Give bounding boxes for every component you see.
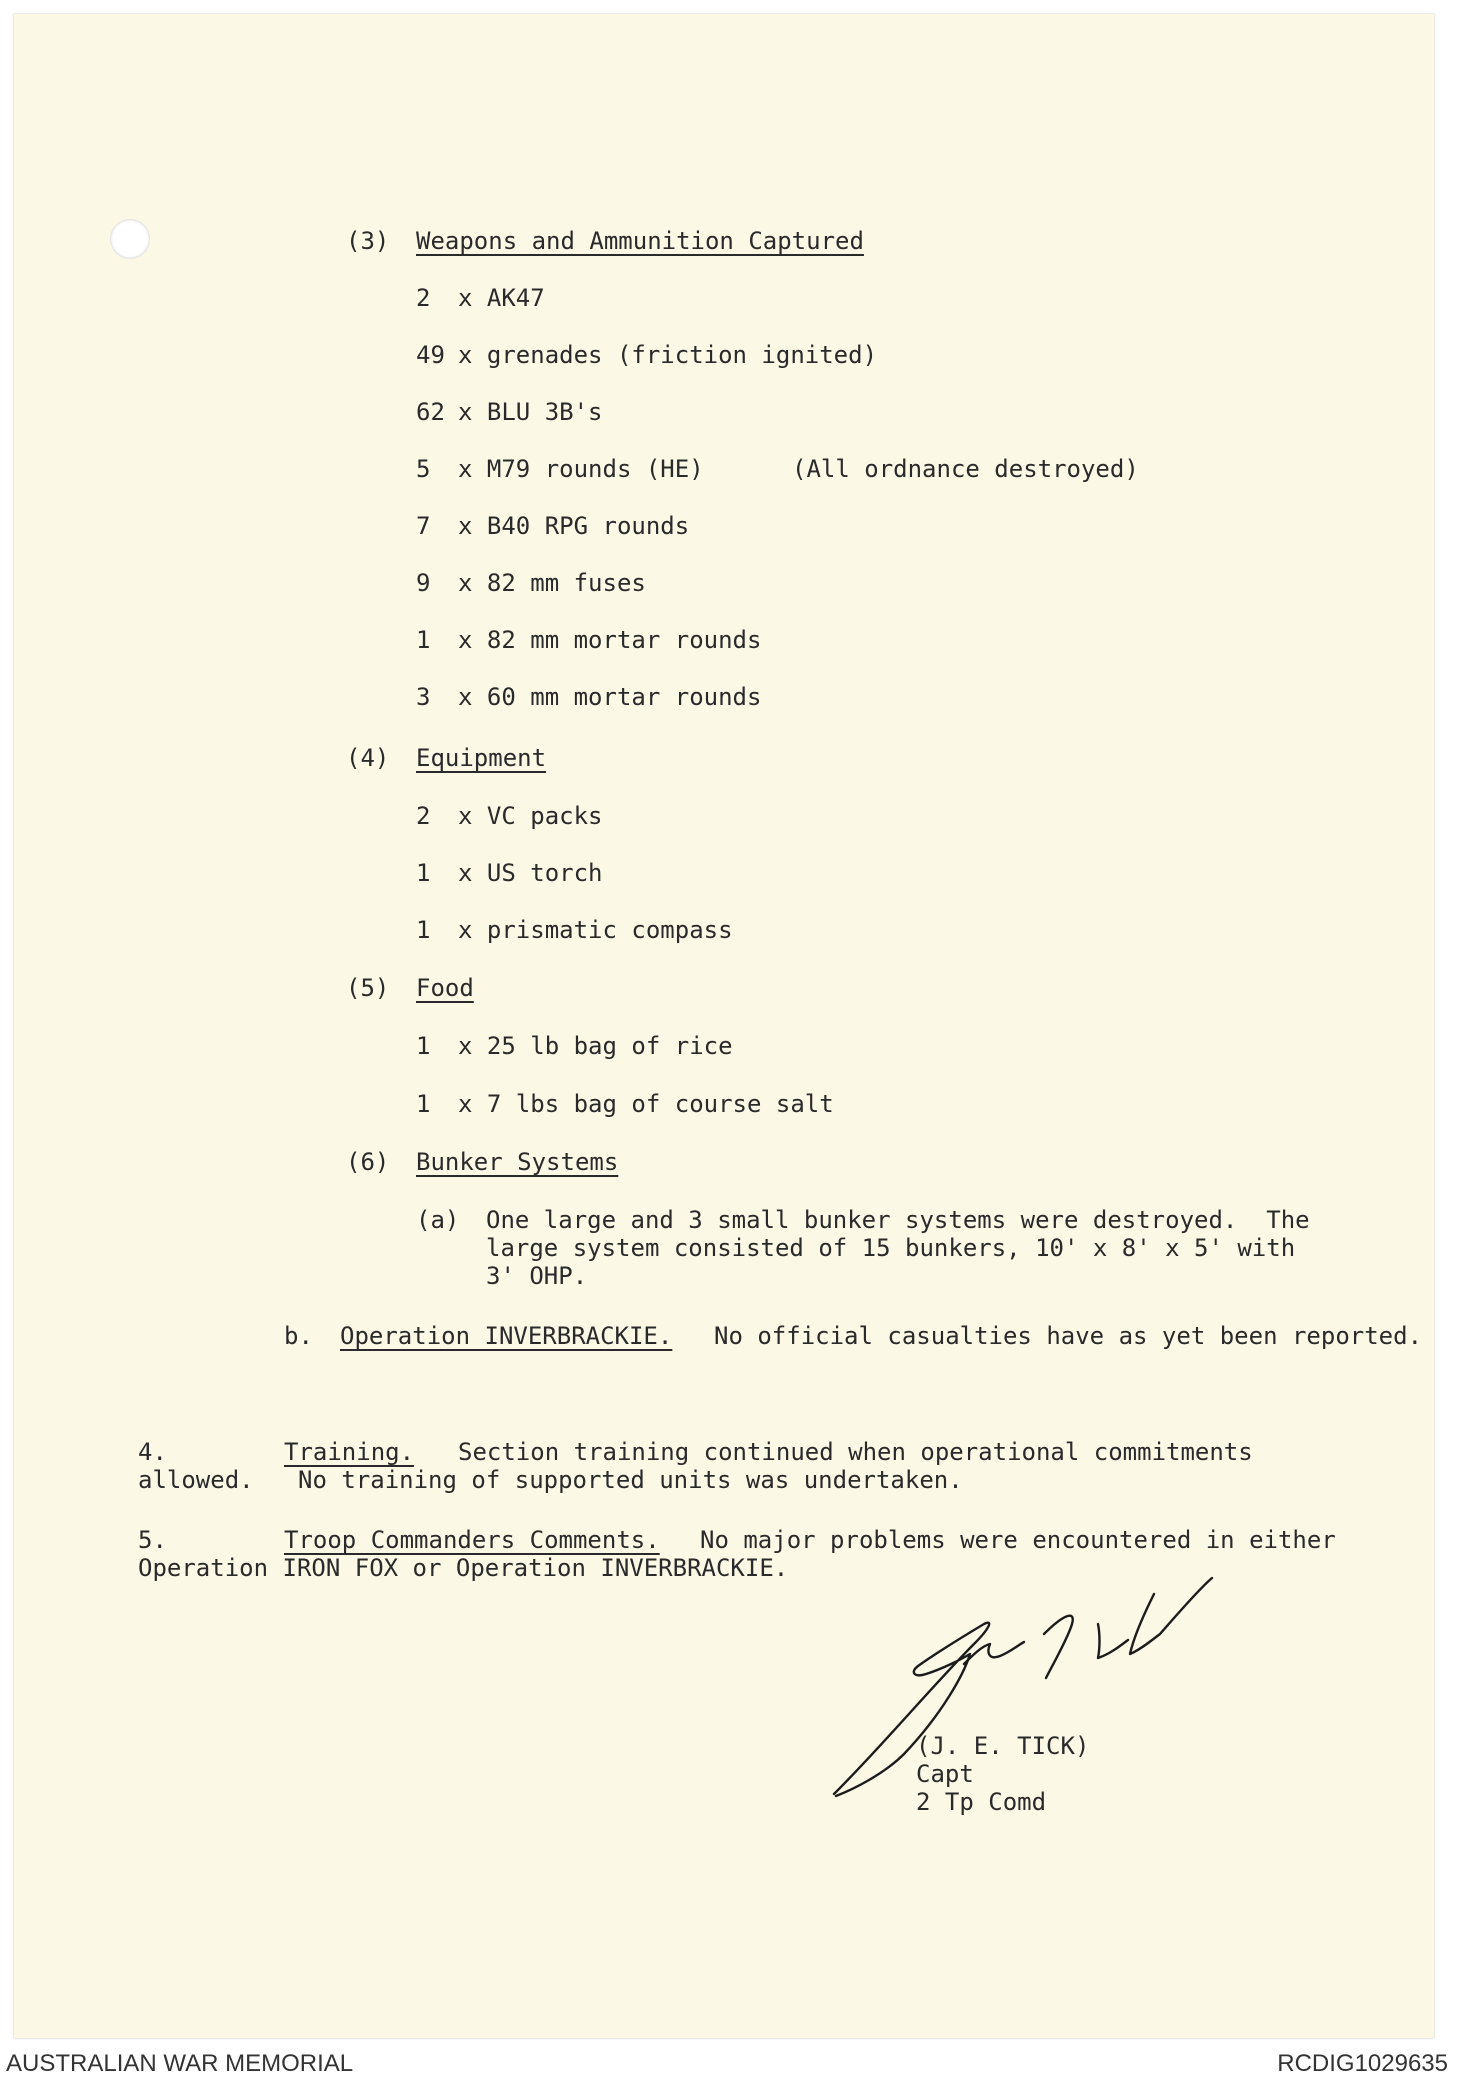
para4-number: 4.: [138, 1438, 167, 1466]
punch-hole: [110, 219, 150, 259]
document-page: [14, 14, 1434, 2038]
weapon-qty: 1: [416, 626, 431, 654]
equipment-item: x US torch: [458, 859, 603, 887]
food-qty: 1: [416, 1032, 431, 1060]
para5-text: Operation IRON FOX or Operation INVERBRACKIE.: [138, 1554, 789, 1582]
equipment-item: x prismatic compass: [458, 916, 733, 944]
section4-heading: Equipment: [416, 744, 547, 772]
equipment-qty: 1: [416, 916, 431, 944]
equipment-qty: 1: [416, 859, 431, 887]
para4-text: Section training continued when operational commitments: [458, 1438, 1253, 1466]
equipment-item: x VC packs: [458, 802, 603, 830]
para4-text: No training of supported units was undertaken.: [298, 1466, 963, 1494]
section5-number: (5): [346, 974, 390, 1002]
food-item: x 25 lb bag of rice: [458, 1032, 733, 1060]
para-b-heading: Operation INVERBRACKIE.: [340, 1322, 673, 1350]
equipment-qty: 2: [416, 802, 431, 830]
para5-number: 5.: [138, 1526, 167, 1554]
para5-text: No major problems were encountered in either: [700, 1526, 1336, 1554]
section6-heading: Bunker Systems: [416, 1148, 619, 1176]
section3-number: (3): [346, 227, 390, 255]
signatory-rank: Capt: [916, 1760, 974, 1788]
weapon-qty: 3: [416, 683, 431, 711]
para4-cont-word: allowed.: [138, 1466, 254, 1494]
weapon-item: x 82 mm fuses: [458, 569, 646, 597]
bunker-line: One large and 3 small bunker systems were destroyed. The: [486, 1206, 1310, 1234]
para-b-text: No official casualties have as yet been reported.: [714, 1322, 1423, 1350]
para-b-label: b.: [284, 1322, 313, 1350]
signatory-name: (J. E. TICK): [916, 1732, 1090, 1760]
weapon-item: x BLU 3B's: [458, 398, 603, 426]
footer-source: AUSTRALIAN WAR MEMORIAL: [6, 2050, 354, 2077]
food-qty: 1: [416, 1090, 431, 1118]
footer-reference: RCDIG1029635: [1277, 2050, 1448, 2077]
signatory-role: 2 Tp Comd: [916, 1788, 1047, 1816]
section4-number: (4): [346, 744, 390, 772]
weapon-item: x B40 RPG rounds: [458, 512, 690, 540]
bunker-line: 3' OHP.: [486, 1262, 588, 1290]
para4-heading: Training.: [284, 1438, 415, 1466]
section6-number: (6): [346, 1148, 390, 1176]
weapon-qty: 7: [416, 512, 431, 540]
weapon-qty: 49: [416, 341, 445, 369]
bunker-label: (a): [416, 1206, 460, 1234]
weapon-item: x grenades (friction ignited): [458, 341, 878, 369]
weapon-item: x M79 rounds (HE): [458, 455, 704, 483]
weapon-qty: 2: [416, 284, 431, 312]
handwritten-signature: [814, 1574, 1234, 1804]
para5-heading: Troop Commanders Comments.: [284, 1526, 660, 1554]
weapon-qty: 9: [416, 569, 431, 597]
food-item: x 7 lbs bag of course salt: [458, 1090, 834, 1118]
section5-heading: Food: [416, 974, 474, 1002]
weapon-item: x 60 mm mortar rounds: [458, 683, 762, 711]
weapon-item: x AK47: [458, 284, 545, 312]
weapon-qty: 5: [416, 455, 431, 483]
bunker-line: large system consisted of 15 bunkers, 10' x 8' x 5' with: [486, 1234, 1296, 1262]
section3-heading: Weapons and Ammunition Captured: [416, 227, 864, 255]
weapon-qty: 62: [416, 398, 445, 426]
weapon-item: x 82 mm mortar rounds: [458, 626, 762, 654]
ordnance-note: (All ordnance destroyed): [792, 455, 1139, 483]
